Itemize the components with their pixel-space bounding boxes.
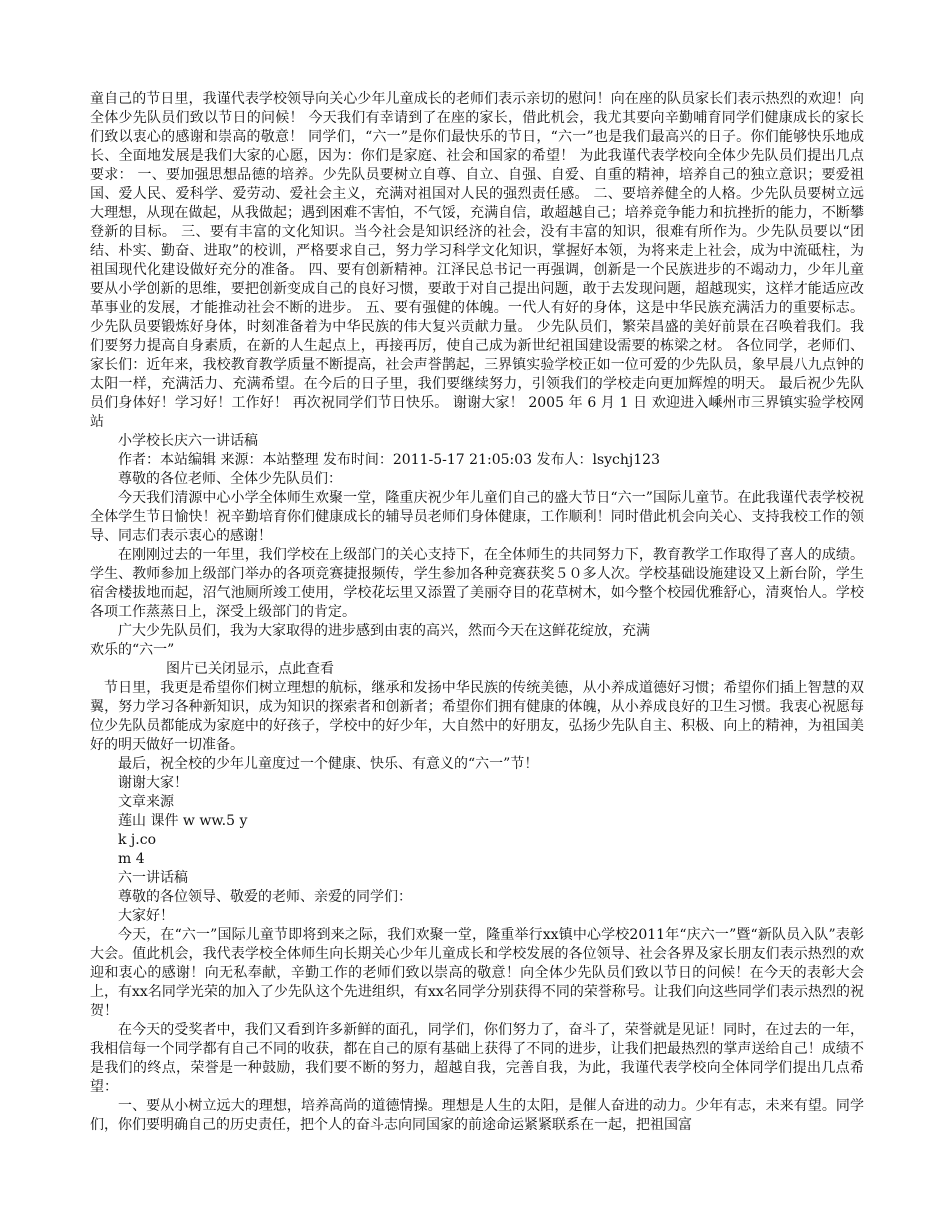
image-placeholder-link[interactable]: 图片已关闭显示，点此查看 (166, 661, 334, 677)
article3-title: 六一讲话稿 (118, 870, 188, 886)
article2-para4: 节日里，我更是希望你们树立理想的航标，继承和发扬中华民族的传统美德，从小养成道德好习惯；希望你们插上智慧的双翼，努力学习各种新知识，成为知识的探索者和创新者；希望你们拥有健康的体魄，从小养成良好的卫生习惯。我衷心祝愿每位少先队员都能成为家庭中的好孩子，学校中的好少年，大自然中的好朋友，弘扬少先队自主、积极、向上的精神，为祖国美好的明天做好一切准备。 (90, 680, 864, 753)
article2-meta: 作者：本站编辑 来源：本站整理 发布时间：2011-5-17 21:05:03 发布人：lsychj123 (118, 452, 660, 468)
article3-para2: 在今天的受奖者中，我们又看到许多新鲜的面孔，同学们，你们努力了，奋斗了，荣誉就是见证！同时，在过去的一年，我相信每一个同学都有自己不同的收获，都在自己的原有基础上获得了不同的进步，让我们把最热烈的掌声送给自己！成绩不是我们的终点，荣誉是一种鼓励，我们要不断的努力，超越自我，完善自我，为此，我谨代表学校向全体同学们提出几点希望： (90, 1022, 864, 1095)
article2-para2: 在刚刚过去的一年里，我们学校在上级部门的关心支持下，在全体师生的共同努力下，教育教学工作取得了喜人的成绩。学生、教师参加上级部门举办的各项竞赛捷报频传，学生参加各种竞赛获奖５０多人次。学校基础设施建设又上新台阶，学生宿舍楼拔地而起，沼气池厕所竣工使用，学校花坛里又添置了美丽夺目的花草树木，如今整个校园优雅舒心，清爽怡人。学校各项工作蒸蒸日上，深受上级部门的肯定。 (90, 547, 864, 620)
article2-para3: 广大少先队员们，我为大家取得的进步感到由衷的高兴，然而今天在这鲜花绽放，充满 (118, 623, 650, 639)
article2-para3-cont: 欢乐的“六一” (90, 642, 175, 658)
article3-greeting: 大家好！ (118, 908, 174, 924)
article3-para3: 一、要从小树立远大的理想，培养高尚的道德情操。理想是人生的太阳，是催人奋进的动力。少年有志，未来有望。同学们，你们要明确自己的历史责任，把个人的奋斗志向同国家的前途命运紧紧联系在一起，把祖国富 (90, 1098, 864, 1133)
source-line-1: 莲山 课件 w ww.5 y (118, 813, 248, 829)
article3-salutation: 尊敬的各位领导、敬爱的老师、亲爱的同学们： (118, 889, 412, 905)
article2-thanks: 谢谢大家！ (118, 775, 188, 791)
article2-para1: 今天我们清源中心小学全体师生欢聚一堂，隆重庆祝少年儿童们自己的盛大节日“六一”国际儿童节。在此我谨代表学校祝全体学生节日愉快！祝辛勤培育你们健康成长的辅导员老师们身体健康，工作顺利！同时借此机会向关心、支持我校工作的领导、同志们表示衷心的感谢！ (90, 490, 864, 544)
article2-title: 小学校长庆六一讲话稿 (118, 433, 258, 449)
article3-para1: 今天，在“六一”国际儿童节即将到来之际，我们欢聚一堂，隆重举行xx镇中心学校2011年“庆六一”暨“新队员入队”表彰大会。值此机会，我代表学校全体师生向长期关心少年儿童成长和学校发展的各位领导、社会各界及家长朋友们表示热烈的欢迎和衷心的感谢！向无私奉献，辛勤工作的老师们致以崇高的敬意！向全体少先队员们致以节日的问候！在今天的表彰大会上，有xx名同学光荣的加入了少先队这个先进组织，有xx名同学分别获得不同的荣誉称号。让我们向这些同学们表示热烈的祝贺！ (90, 927, 864, 1019)
intro-paragraph: 童自己的节日里，我谨代表学校领导向关心少年儿童成长的老师们表示亲切的慰问！向在座的队员家长们表示热烈的欢迎！向全体少先队员们致以节日的问候！ 今天我们有幸请到了在座的家长，借此机会，我尤其要向辛勤哺育同学们健康成长的家长们致以衷心的感谢和崇高的敬意！ 同学们，“六一”是你们最快乐的节日，“六一”也是我们最高兴的日子。你们能够快乐地成长、全面地发展是我们大家的心愿，因为：你们是家庭、社会和国家的希望！ 为此我谨代表学校向全体少先队员们提出几点要求： 一、要加强思想品德的培养。少先队员要树立自尊、自立、自强、自爱、自重的精神，培养自己的独立意识；要爱祖国、爱人民、爱科学、爱劳动、爱社会主义，充满对祖国对人民的强烈责任感。 二、要培养健全的人格。少先队员要树立远大理想，从现在做起，从我做起；遇到困难不害怕，不气馁，充满自信，敢超越自己；培养竞争能力和抗挫折的能力，不断攀登新的目标。 三、要有丰富的文化知识。当今社会是知识经济的社会，没有丰富的知识，很难有所作为。少先队员要以“团结、朴实、勤奋、进取”的校训，严格要求自己，努力学习科学文化知识，掌握好本领，为将来走上社会，成为中流砥柱，为祖国现代化建设做好充分的准备。 四、要有创新精神。江泽民总书记一再强调，创新是一个民族进步的不竭动力，少年儿童要从小学创新的思维，要把创新变成自己的良好习惯，要敢于对自己提出问题，敢于去发现问题，超越现实，这样才能适应改革事业的发展，才能推动社会不断的进步。 五、要有强健的体魄。一代人有好的身体，这是中华民族充满活力的重要标志。少先队员要锻炼好身体，时刻准备着为中华民族的伟大复兴贡献力量。 少先队员们，繁荣昌盛的美好前景在召唤着我们。我们要努力提高自身素质，在新的人生起点上，再接再厉，使自己成为新世纪祖国建设需要的栋梁之材。 各位同学，老师们、家长们：近年来，我校教育教学质量不断提高，社会声誉鹊起，三界镇实验学校正如一位可爱的少先队员，象早晨八九点钟的太阳一样，充满活力、充满希望。在今后的日子里，我们要继续努力，引领我们的学校走向更加辉煌的明天。 最后祝少先队员们身体好！学习好！工作好！ 再次祝同学们节日快乐。 谢谢大家！ 2005 年 6 月 1 日 欢迎进入嵊州市三界镇实验学校网站 (90, 91, 864, 430)
article2-para5: 最后，祝全校的少年儿童度过一个健康、快乐、有意义的“六一”节！ (118, 756, 539, 772)
source-label: 文章来源 (118, 794, 174, 810)
article2-salutation: 尊敬的各位老师、全体少先队员们： (118, 471, 342, 487)
source-line-2: k j.co (118, 832, 156, 848)
source-line-3: m 4 (118, 851, 145, 867)
